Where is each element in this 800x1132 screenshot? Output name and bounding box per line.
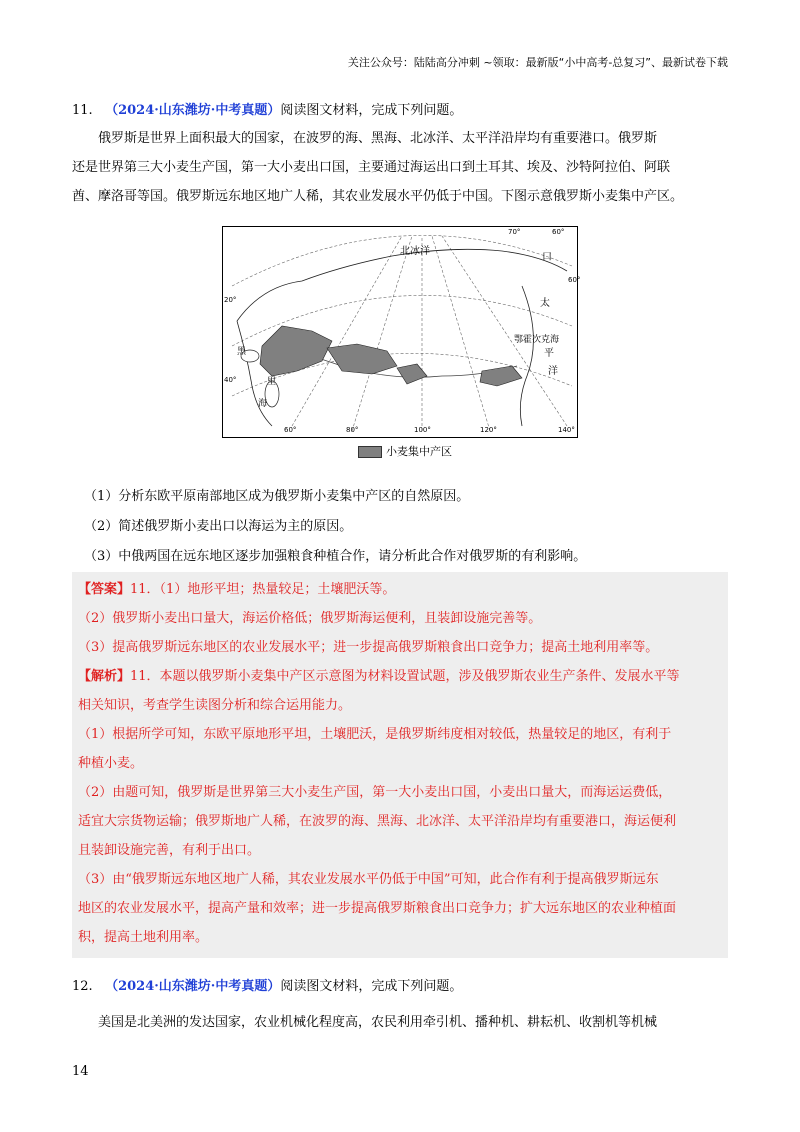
lon-label: 140° <box>558 426 575 434</box>
answer-text: 11．（1）地形平坦；热量较足；土壤肥沃等。 <box>130 582 396 597</box>
page-header: 关注公众号：陆陆高分冲刺 ~领取：最新版“小中高考-总复习”、最新试卷下载 <box>347 56 728 69</box>
analysis-line: （2）由题可知，俄罗斯是世界第三大小麦生产国，第一大小麦出口国，小麦出口量大，而海运运费低， <box>78 785 672 800</box>
analysis-line: （1）根据所学可知，东欧平原地形平坦，土壤肥沃，是俄罗斯纬度相对较低，热量较足的地区，有利于 <box>78 727 672 742</box>
material-line: 酋、摩洛哥等国。俄罗斯远东地区地广人稀，其农业发展水平仍低于中国。下图示意俄罗斯小麦集中产区。 <box>72 189 684 204</box>
analysis-line: 地区的农业发展水平，提高产量和效率；进一步提高俄罗斯粮食出口竞争力；扩大远东地区的农业种植面 <box>78 901 677 916</box>
map-legend <box>358 443 452 459</box>
lat-label: 40° <box>224 376 237 384</box>
question-prompt: 阅读图文材料，完成下列问题。 <box>280 103 463 118</box>
legend-swatch <box>358 446 382 458</box>
material-line: 美国是北美洲的发达国家，农业机械化程度高，农民利用牵引机、播种机、耕耘机、收割机等机械 <box>98 1015 658 1030</box>
analysis-text: 11．本题以俄罗斯小麦集中产区示意图为材料设置试题，涉及俄罗斯农业生产条件、发展水平等 <box>130 669 680 684</box>
analysis-line: 相关知识，考查学生读图分析和综合运用能力。 <box>78 698 352 713</box>
question-source: （2024·山东潍坊·中考真题） <box>105 979 281 994</box>
lon-label: 100° <box>414 426 431 434</box>
sub-question-3: （3）中俄两国在远东地区逐步加强粮食种植合作，请分析此合作对俄罗斯的有利影响。 <box>84 549 587 564</box>
black-sea-label: 黑 <box>237 347 247 357</box>
material-line: 俄罗斯是世界上面积最大的国家，在波罗的海、黑海、北冰洋、太平洋沿岸均有重要港口。俄罗斯 <box>98 131 658 146</box>
pacific-label-1: 太 <box>540 298 550 309</box>
question-number: 11. <box>72 103 93 118</box>
question-prompt: 阅读图文材料，完成下列问题。 <box>280 979 463 994</box>
page-number: 14 <box>72 1064 89 1079</box>
pacific-label-2: 平 <box>544 348 554 359</box>
lon-label: 60° <box>284 426 297 434</box>
lon-label: 70° <box>508 228 521 236</box>
analysis-line: 适宜大宗货物运输；俄罗斯地广人稀，在波罗的海、黑海、北冰洋、太平洋沿岸均有重要港口，海运便利 <box>78 814 677 829</box>
sub-question-1: （1）分析东欧平原南部地区成为俄罗斯小麦集中产区的自然原因。 <box>84 489 470 504</box>
analysis-tag: 【解析】 <box>78 669 131 684</box>
lon-label: 60° <box>568 276 581 284</box>
analysis-line: 且装卸设施完善，有利于出口。 <box>78 843 261 858</box>
question-11-title <box>72 96 728 125</box>
answer-tag: 【答案】 <box>78 582 131 597</box>
lat-label: 20° <box>224 296 237 304</box>
lon-label: 120° <box>480 426 497 434</box>
mouth-label: 口 <box>542 252 552 263</box>
russia-wheat-map <box>222 226 581 438</box>
pacific-label-3: 洋 <box>548 366 558 377</box>
legend-label: 小麦集中产区 <box>386 445 452 458</box>
analysis-line-1 <box>78 665 680 684</box>
sea-label: 海 <box>258 399 268 409</box>
caspian-label: 里 <box>267 377 277 387</box>
sub-question-2: （2）简述俄罗斯小麦出口以海运为主的原因。 <box>84 519 353 534</box>
analysis-line: 积，提高土地利用率。 <box>78 930 209 945</box>
answer-line-3: （3）提高俄罗斯远东地区的农业发展水平；进一步提高俄罗斯粮食出口竞争力；提高土地利用率等。 <box>78 640 659 655</box>
material-line: 还是世界第三大小麦生产国，第一大小麦出口国，主要通过海运出口到土耳其、埃及、沙特阿拉伯、阿联 <box>72 160 671 175</box>
lat-label: 60° <box>552 228 565 236</box>
analysis-line: 种植小麦。 <box>78 756 144 771</box>
question-12-material <box>72 1008 728 1037</box>
answer-line-1 <box>78 578 395 597</box>
question-12-title <box>72 972 728 1001</box>
question-number: 12. <box>72 979 93 994</box>
arctic-label: 北冰洋 <box>400 246 430 257</box>
question-11-material <box>72 124 728 211</box>
analysis-line: （3）由“俄罗斯远东地区地广人稀，其农业发展水平仍低于中国”可知，此合作有利于提高俄罗斯远东 <box>78 872 659 887</box>
okhotsk-label: 鄂霍次克海 <box>514 335 560 345</box>
lon-label: 80° <box>346 426 359 434</box>
question-source: （2024·山东潍坊·中考真题） <box>105 103 281 118</box>
answer-line-2: （2）俄罗斯小麦出口量大，海运价格低；俄罗斯海运便利，且装卸设施完善等。 <box>78 611 542 626</box>
